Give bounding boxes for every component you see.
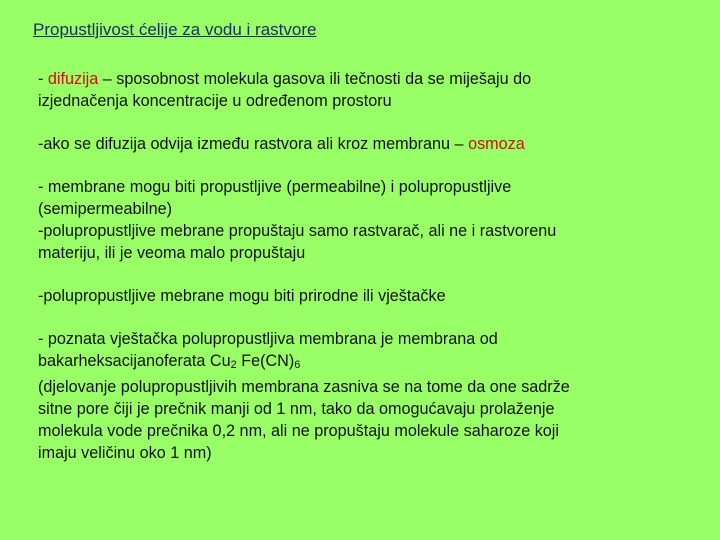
paragraph-line: imaju veličinu oko 1 nm) [38,444,212,462]
paragraph-line: -polupropustljive mebrane mogu biti prirodne ili vještačke [38,287,446,305]
slide-body [38,68,698,485]
paragraph-osmosis [38,133,698,155]
paragraph-line: -polupropustljive mebrane propuštaju samo rastvarač, ali ne i rastvorenu [38,222,557,240]
term-difuzija: difuzija [47,70,99,88]
paragraph-artificial-membrane [38,328,698,464]
paragraph-line: materiju, ili je veoma malo propuštaju [38,244,306,262]
paragraph-line: molekula vode prečnika 0,2 nm, ali ne propuštaju molekule saharoze koji [38,422,559,440]
paragraph-membranes [38,176,698,264]
paragraph-line: - membrane mogu biti propustljive (permeabilne) i polupropustljive [38,178,512,196]
definition-text: – sposobnost molekula gasova ili tečnosti da se miješaju do [98,70,532,88]
formula-prefix: bakarheksacijanoferata Cu [38,352,231,370]
formula-subscript: 6 [294,359,301,371]
paragraph-diffusion [38,68,698,112]
bullet-dash: - [38,70,48,88]
paragraph-line [38,68,698,90]
osmosis-text: -ako se difuzija odvija između rastvora ali kroz membranu – [38,135,469,153]
formula-middle: Fe(CN) [236,352,295,370]
paragraph-line: izjednačenja koncentracije u određenom prostoru [38,92,392,110]
paragraph-line [38,133,698,155]
paragraph-line [38,350,698,376]
paragraph-natural-artificial [38,285,698,307]
formula-subscript: 2 [230,359,237,371]
paragraph-line: sitne pore čiji je prečnik manji od 1 nm, tako da omogućavaju prolaženje [38,400,555,418]
slide-title: Propustljivost ćelije za vodu i rastvore [33,20,317,39]
paragraph-line: (semipermeabilne) [38,200,173,218]
paragraph-line: - poznata vještačka polupropustljiva membrana je membrana od [38,330,498,348]
paragraph-line: (djelovanje polupropustljivih membrana zasniva se na tome da one sadrže [38,378,570,396]
term-osmoza: osmoza [468,135,525,153]
